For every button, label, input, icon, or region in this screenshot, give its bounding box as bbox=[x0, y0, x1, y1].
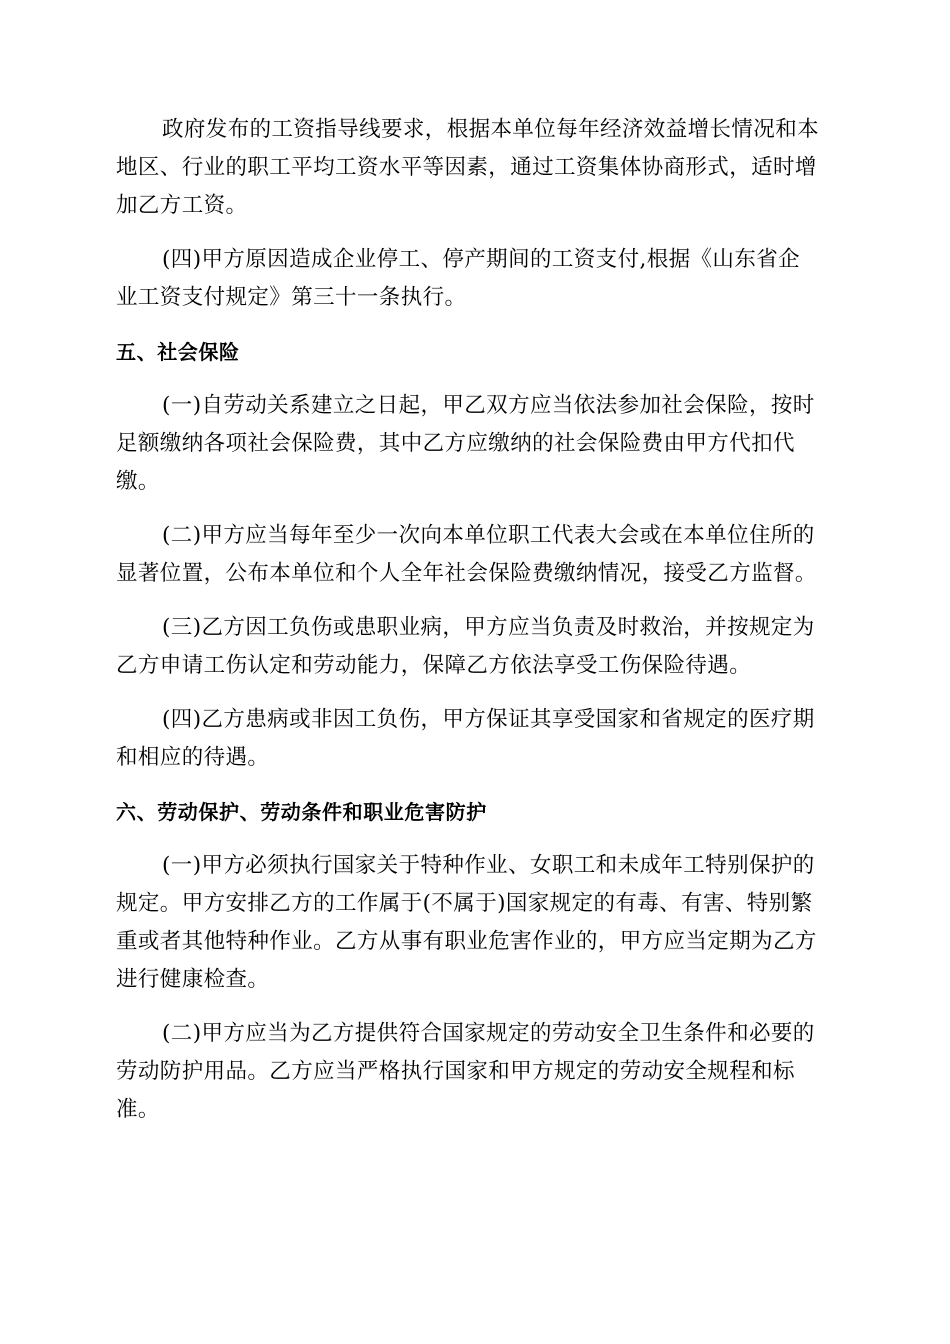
paragraph-line: 乙方申请工伤认定和劳动能力，保障乙方依法享受工伤保险待遇。 bbox=[116, 653, 752, 678]
paragraph-line: 足额缴纳各项社会保险费，其中乙方应缴纳的社会保险费由甲方代扣代 bbox=[116, 431, 795, 456]
paragraph-line: 显著位置，公布本单位和个人全年社会保险费缴纳情况，接受乙方监督。 bbox=[116, 561, 817, 586]
paragraph-line: (一)甲方必须执行国家关于特种作业、女职工和未成年工特别保护的 bbox=[162, 853, 815, 878]
paragraph-line: 规定。甲方安排乙方的工作属于(不属于)国家规定的有毒、有害、特别繁 bbox=[116, 891, 813, 916]
paragraph-line: 加乙方工资。 bbox=[116, 193, 248, 218]
paragraph-line: 政府发布的工资指导线要求，根据本单位每年经济效益增长情况和本 bbox=[162, 117, 820, 142]
paragraph-line: (二)甲方应当为乙方提供符合国家规定的劳动安全卫生条件和必要的 bbox=[162, 1021, 815, 1046]
paragraph-line: (四)乙方患病或非因工负伤，甲方保证其享受国家和省规定的医疗期 bbox=[162, 707, 815, 732]
paragraph-line: 地区、行业的职工平均工资水平等因素，通过工资集体协商形式，适时增 bbox=[116, 155, 817, 180]
paragraph-line: 和相应的待遇。 bbox=[116, 745, 270, 770]
paragraph-line: (一)自劳动关系建立之日起，甲乙双方应当依法参加社会保险，按时 bbox=[162, 393, 815, 418]
paragraph-line: (四)甲方原因造成企业停工、停产期间的工资支付,根据《山东省企 bbox=[162, 247, 801, 272]
paragraph-line: 业工资支付规定》第三十一条执行。 bbox=[116, 285, 467, 310]
paragraph-line: 劳动防护用品。乙方应当严格执行国家和甲方规定的劳动安全规程和标 bbox=[116, 1059, 795, 1084]
section-heading: 六、劳动保护、劳动条件和职业危害防护 bbox=[116, 800, 487, 824]
paragraph-line: (三)乙方因工负伤或患职业病，甲方应当负责及时救治，并按规定为 bbox=[162, 615, 815, 640]
paragraph-line: 准。 bbox=[116, 1097, 160, 1122]
paragraph-line: 进行健康检查。 bbox=[116, 967, 270, 992]
section-heading: 五、社会保险 bbox=[116, 340, 240, 364]
paragraph-line: 缴。 bbox=[116, 469, 160, 494]
paragraph-line: 重或者其他特种作业。乙方从事有职业危害作业的，甲方应当定期为乙方 bbox=[116, 929, 817, 954]
paragraph-line: (二)甲方应当每年至少一次向本单位职工代表大会或在本单位住所的 bbox=[162, 523, 815, 548]
